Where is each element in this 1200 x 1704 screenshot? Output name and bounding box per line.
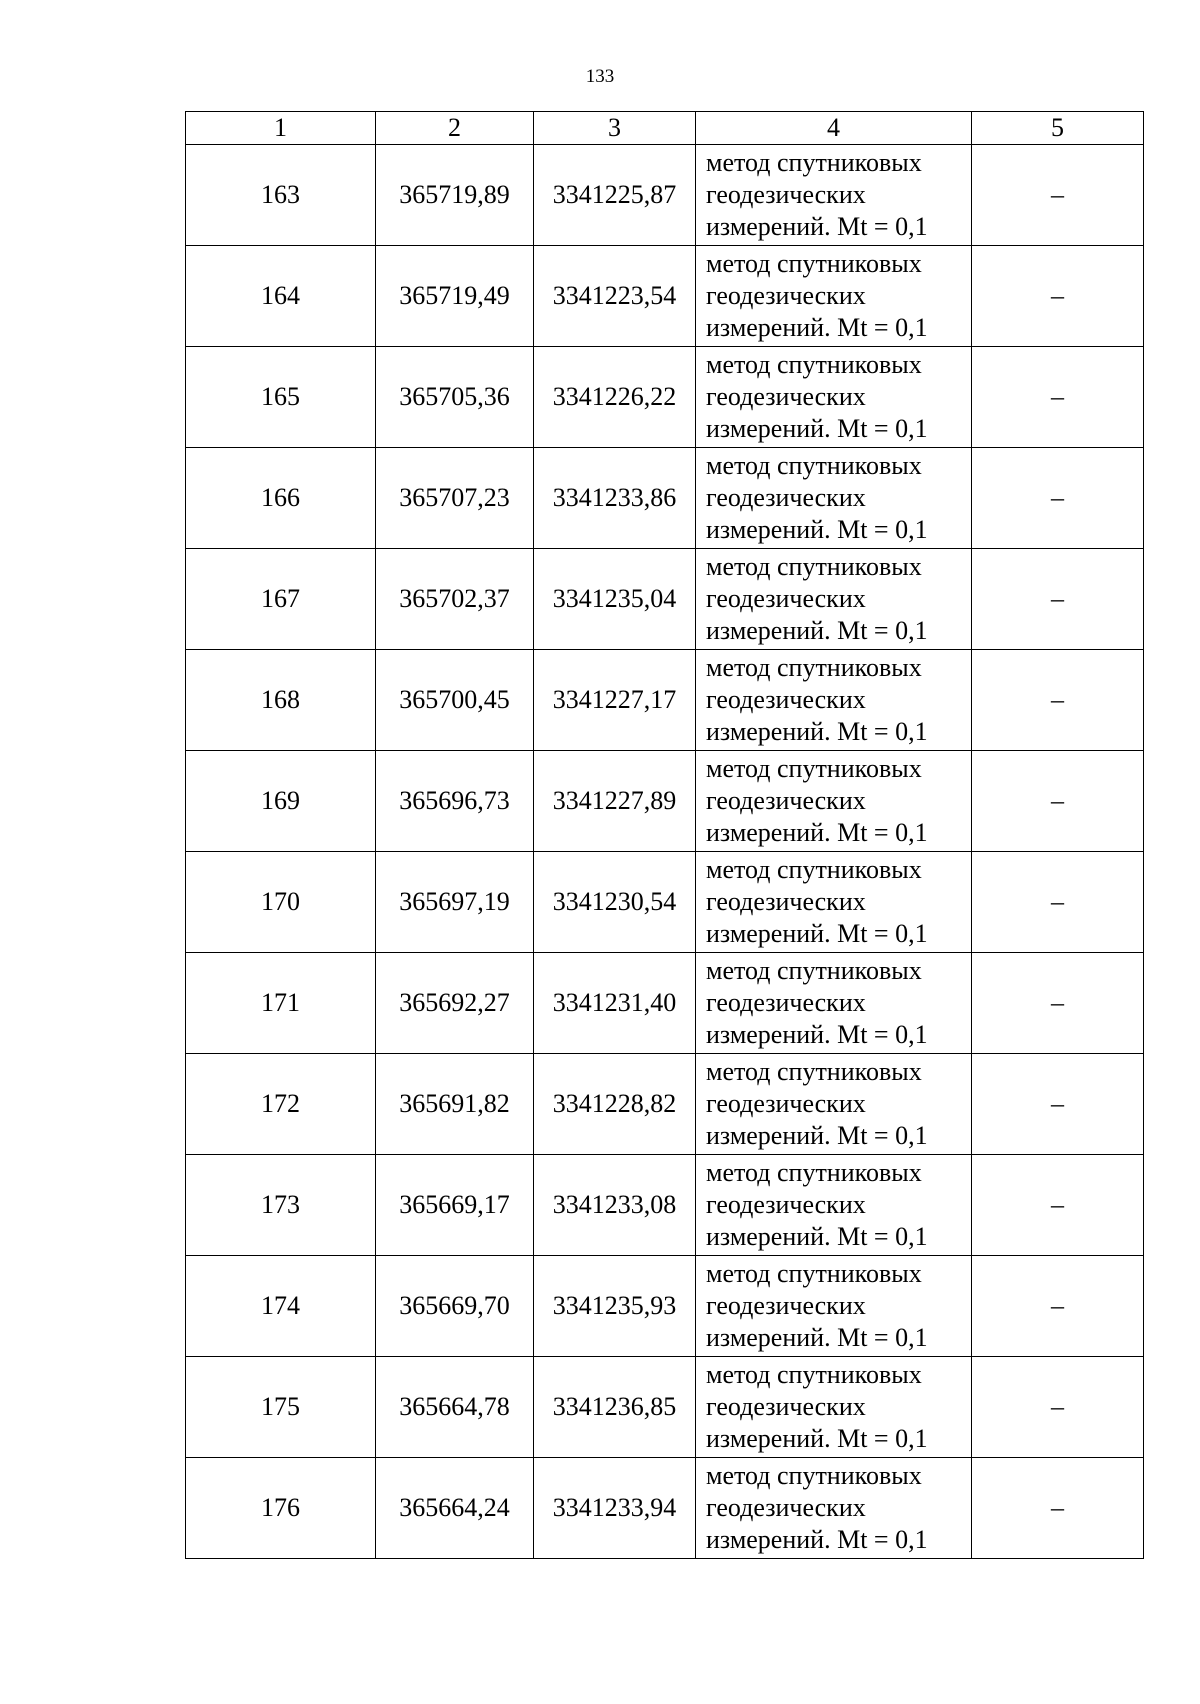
method-line: метод спутниковых [706, 956, 922, 985]
note-cell: – [972, 347, 1144, 448]
note-cell: – [972, 246, 1144, 347]
x-coordinate-cell: 365719,49 [376, 246, 534, 347]
point-number-cell: 170 [186, 852, 376, 953]
y-coordinate-cell: 3341227,17 [534, 650, 696, 751]
method-line: измерений. Mt = 0,1 [706, 1121, 928, 1150]
point-number-cell: 176 [186, 1458, 376, 1559]
table-row [186, 1357, 1144, 1458]
method-line: измерений. Mt = 0,1 [706, 1020, 928, 1049]
method-cell [696, 852, 972, 953]
y-coordinate-cell: 3341225,87 [534, 145, 696, 246]
method-line: метод спутниковых [706, 855, 922, 884]
y-coordinate-cell: 3341223,54 [534, 246, 696, 347]
point-number-cell: 164 [186, 246, 376, 347]
method-line: измерений. Mt = 0,1 [706, 515, 928, 544]
y-coordinate-cell: 3341236,85 [534, 1357, 696, 1458]
table-row [186, 448, 1144, 549]
x-coordinate-cell: 365669,70 [376, 1256, 534, 1357]
method-line: метод спутниковых [706, 1057, 922, 1086]
note-cell: – [972, 953, 1144, 1054]
method-cell [696, 549, 972, 650]
method-line: геодезических [706, 887, 866, 916]
method-line: геодезических [706, 1291, 866, 1320]
method-cell [696, 246, 972, 347]
header-col-5: 5 [972, 112, 1144, 145]
note-cell: – [972, 650, 1144, 751]
x-coordinate-cell: 365669,17 [376, 1155, 534, 1256]
note-cell: – [972, 1054, 1144, 1155]
table-row [186, 852, 1144, 953]
point-number-cell: 165 [186, 347, 376, 448]
y-coordinate-cell: 3341233,94 [534, 1458, 696, 1559]
y-coordinate-cell: 3341235,93 [534, 1256, 696, 1357]
y-coordinate-cell: 3341233,86 [534, 448, 696, 549]
method-line: измерений. Mt = 0,1 [706, 313, 928, 342]
method-line: геодезических [706, 1392, 866, 1421]
method-line: геодезических [706, 988, 866, 1017]
point-number-cell: 171 [186, 953, 376, 1054]
table-row [186, 751, 1144, 852]
method-line: геодезических [706, 1493, 866, 1522]
y-coordinate-cell: 3341231,40 [534, 953, 696, 1054]
x-coordinate-cell: 365664,24 [376, 1458, 534, 1559]
header-col-4: 4 [696, 112, 972, 145]
method-cell [696, 1054, 972, 1155]
method-line: измерений. Mt = 0,1 [706, 616, 928, 645]
note-cell: – [972, 145, 1144, 246]
method-line: метод спутниковых [706, 1360, 922, 1389]
method-line: геодезических [706, 1190, 866, 1219]
method-line: метод спутниковых [706, 653, 922, 682]
table-row [186, 953, 1144, 1054]
method-line: измерений. Mt = 0,1 [706, 1222, 928, 1251]
method-cell [696, 1155, 972, 1256]
method-line: измерений. Mt = 0,1 [706, 919, 928, 948]
method-cell [696, 347, 972, 448]
method-line: геодезических [706, 786, 866, 815]
table-row [186, 549, 1144, 650]
method-cell [696, 145, 972, 246]
x-coordinate-cell: 365691,82 [376, 1054, 534, 1155]
method-line: измерений. Mt = 0,1 [706, 1424, 928, 1453]
x-coordinate-cell: 365696,73 [376, 751, 534, 852]
y-coordinate-cell: 3341228,82 [534, 1054, 696, 1155]
method-line: геодезических [706, 180, 866, 209]
x-coordinate-cell: 365707,23 [376, 448, 534, 549]
method-line: измерений. Mt = 0,1 [706, 212, 928, 241]
method-line: метод спутниковых [706, 249, 922, 278]
point-number-cell: 167 [186, 549, 376, 650]
method-line: измерений. Mt = 0,1 [706, 414, 928, 443]
point-number-cell: 163 [186, 145, 376, 246]
table-row [186, 145, 1144, 246]
x-coordinate-cell: 365692,27 [376, 953, 534, 1054]
x-coordinate-cell: 365719,89 [376, 145, 534, 246]
table-row [186, 1458, 1144, 1559]
note-cell: – [972, 1357, 1144, 1458]
method-line: метод спутниковых [706, 552, 922, 581]
table-row [186, 246, 1144, 347]
method-line: метод спутниковых [706, 148, 922, 177]
method-line: измерений. Mt = 0,1 [706, 1323, 928, 1352]
method-cell [696, 1458, 972, 1559]
point-number-cell: 172 [186, 1054, 376, 1155]
note-cell: – [972, 1256, 1144, 1357]
table-row [186, 1054, 1144, 1155]
note-cell: – [972, 1458, 1144, 1559]
y-coordinate-cell: 3341230,54 [534, 852, 696, 953]
y-coordinate-cell: 3341233,08 [534, 1155, 696, 1256]
note-cell: – [972, 751, 1144, 852]
method-line: измерений. Mt = 0,1 [706, 717, 928, 746]
point-number-cell: 174 [186, 1256, 376, 1357]
coordinates-table [185, 111, 1144, 1559]
table-row [186, 347, 1144, 448]
page-number: 133 [585, 66, 615, 87]
method-line: геодезических [706, 483, 866, 512]
y-coordinate-cell: 3341227,89 [534, 751, 696, 852]
point-number-cell: 173 [186, 1155, 376, 1256]
method-line: измерений. Mt = 0,1 [706, 1525, 928, 1554]
method-line: геодезических [706, 584, 866, 613]
table-row [186, 650, 1144, 751]
header-col-1: 1 [186, 112, 376, 145]
point-number-cell: 169 [186, 751, 376, 852]
y-coordinate-cell: 3341226,22 [534, 347, 696, 448]
method-line: метод спутниковых [706, 451, 922, 480]
x-coordinate-cell: 365664,78 [376, 1357, 534, 1458]
method-cell [696, 953, 972, 1054]
note-cell: – [972, 1155, 1144, 1256]
method-cell [696, 1357, 972, 1458]
y-coordinate-cell: 3341235,04 [534, 549, 696, 650]
method-cell [696, 448, 972, 549]
method-cell [696, 650, 972, 751]
method-cell [696, 1256, 972, 1357]
x-coordinate-cell: 365702,37 [376, 549, 534, 650]
method-line: геодезических [706, 281, 866, 310]
method-line: измерений. Mt = 0,1 [706, 818, 928, 847]
method-line: метод спутниковых [706, 1461, 922, 1490]
header-col-3: 3 [534, 112, 696, 145]
x-coordinate-cell: 365697,19 [376, 852, 534, 953]
table-row [186, 1256, 1144, 1357]
note-cell: – [972, 448, 1144, 549]
method-line: геодезических [706, 1089, 866, 1118]
header-col-2: 2 [376, 112, 534, 145]
point-number-cell: 175 [186, 1357, 376, 1458]
note-cell: – [972, 549, 1144, 650]
method-line: метод спутниковых [706, 754, 922, 783]
point-number-cell: 168 [186, 650, 376, 751]
table-row [186, 1155, 1144, 1256]
method-line: метод спутниковых [706, 1259, 922, 1288]
method-cell [696, 751, 972, 852]
point-number-cell: 166 [186, 448, 376, 549]
method-line: геодезических [706, 382, 866, 411]
x-coordinate-cell: 365705,36 [376, 347, 534, 448]
method-line: геодезических [706, 685, 866, 714]
method-line: метод спутниковых [706, 350, 922, 379]
table-header-row [186, 112, 1144, 145]
method-line: метод спутниковых [706, 1158, 922, 1187]
note-cell: – [972, 852, 1144, 953]
x-coordinate-cell: 365700,45 [376, 650, 534, 751]
